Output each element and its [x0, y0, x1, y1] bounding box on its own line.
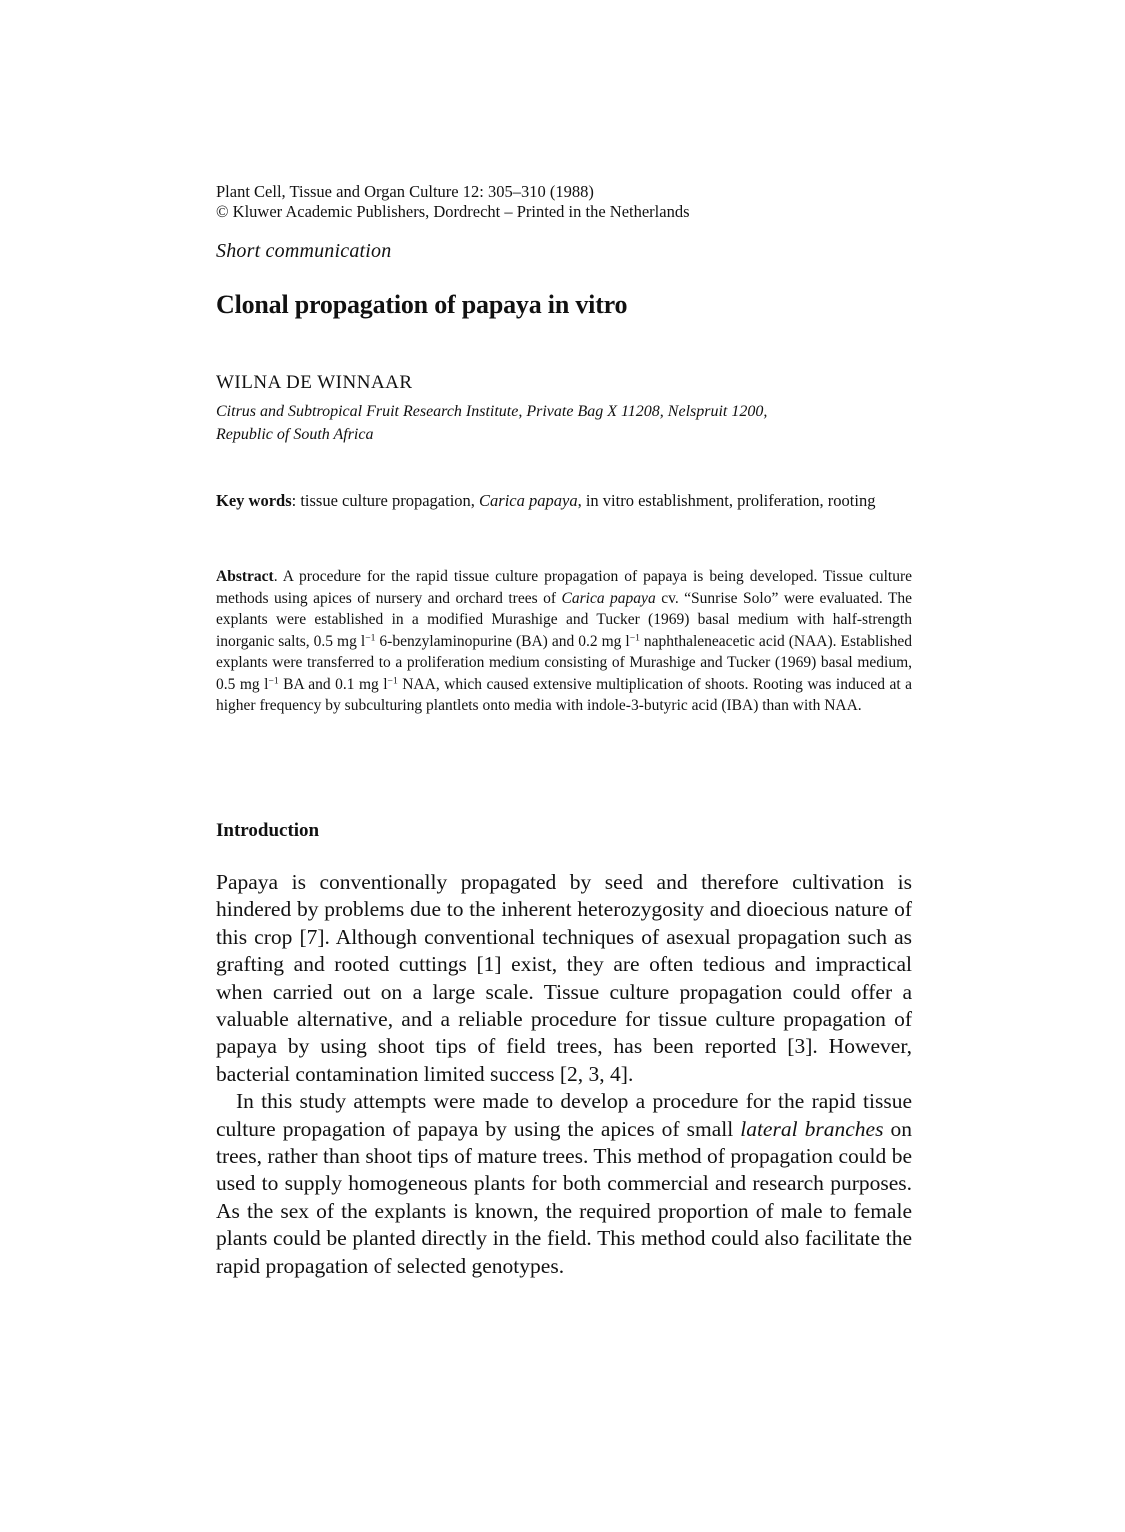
section-heading-introduction: Introduction: [216, 820, 320, 841]
abstract-text-6: NAA, which caused extensive multiplication of shoots. Rooting was induced at a higher frequency by subculturing plantlets onto media with indole-3-butyric acid (IBA) than with NAA.: [216, 675, 912, 714]
introduction-paragraph-2: [216, 1088, 912, 1280]
article-title: Clonal propagation of papaya in vitro: [216, 290, 628, 319]
introduction-body: [216, 869, 912, 1280]
introduction-paragraph-1: Papaya is conventionally propagated by seed and therefore cultivation is hindered by problems due to the inherent heterozygosity and dioecious nature of this crop [7]. Although conventional techniques of asexual propagation such as grafting and rooted cuttings [1] exist, they are often tedious and impractical when carried out on a large scale. Tissue culture propagation could offer a valuable alternative, and a reliable procedure for tissue culture propagation of papaya by using shoot tips of field trees, has been reported [3]. However, bacterial contamination limited success [2, 3, 4].: [216, 870, 912, 1086]
abstract-label: Abstract: [216, 568, 274, 585]
unit-exponent: −1: [365, 632, 376, 644]
copyright-line: © Kluwer Academic Publishers, Dordrecht – Printed in the Netherlands: [216, 202, 690, 221]
abstract-text-2: cv. “Sunrise Solo” were evaluated. The explants were established in a modified Murashige and Tucker (1969) basal medium with half-strength inorganic salts, 0.5 mg l: [216, 589, 913, 650]
paragraph-2-emphasis: lateral branches: [740, 1116, 884, 1141]
unit-exponent: −1: [629, 632, 640, 644]
keywords-species: Carica papaya: [479, 491, 578, 510]
unit-exponent: −1: [387, 675, 398, 687]
unit-exponent: −1: [268, 675, 279, 687]
journal-header: [216, 182, 916, 222]
author-affiliation: [216, 400, 916, 446]
abstract-text-3: 6-benzylaminopurine (BA) and 0.2 mg l: [375, 632, 630, 650]
author-name: WILNA DE WINNAAR: [216, 372, 413, 393]
abstract-text-5: BA and 0.1 mg l: [278, 675, 388, 693]
keywords-text-2: , in vitro establishment, proliferation, rooting: [577, 491, 876, 510]
keywords-text-1: : tissue culture propagation,: [291, 491, 480, 510]
abstract-text-4: naphthaleneacetic acid (NAA). Established explants were transferred to a proliferation medium consisting of Murashige and Tucker (1969) basal medium, 0.5 mg l: [216, 632, 912, 693]
article-type: Short communication: [216, 240, 392, 262]
paragraph-2-text-1: In this study attempts were made to develop a procedure for the rapid tissue culture propagation of papaya by using the apices of small: [216, 1089, 912, 1141]
keywords-block: [216, 489, 912, 512]
abstract-text-1: . A procedure for the rapid tissue culture propagation of papaya is being developed. Tissue culture methods using apices of nursery and orchard trees of: [216, 568, 912, 607]
abstract-paragraph: [216, 566, 912, 717]
affiliation-line-2: Republic of South Africa: [216, 426, 374, 443]
keywords-label: Key words: [216, 491, 292, 510]
paragraph-2-text-2: on trees, rather than shoot tips of mature trees. This method of propagation could be used to supply homogeneous plants for both commercial and research purposes. As the sex of the explants is known, the required proportion of male to female plants could be planted directly in the field. This method could also facilitate the rapid propagation of selected genotypes.: [216, 1116, 912, 1278]
journal-citation: Plant Cell, Tissue and Organ Culture 12: 305–310 (1988): [216, 182, 594, 201]
affiliation-line-1: Citrus and Subtropical Fruit Research Institute, Private Bag X 11208, Nelspruit 1200,: [216, 403, 768, 420]
abstract-block: [216, 566, 912, 717]
abstract-species: Carica papaya: [561, 589, 656, 607]
